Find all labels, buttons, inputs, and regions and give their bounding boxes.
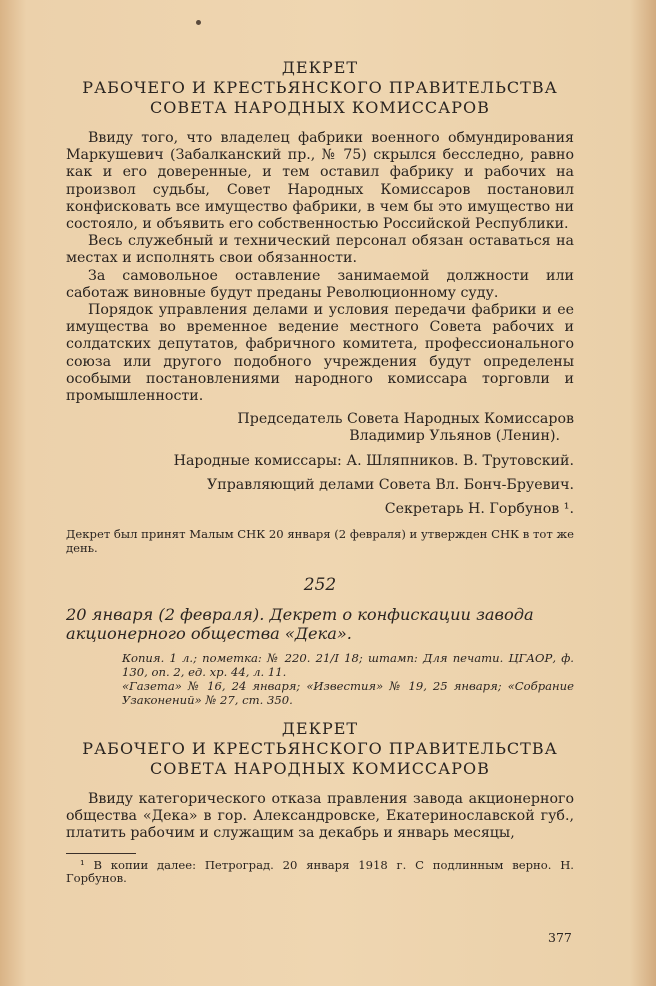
decree1-title-line: ДЕКРЕТ (281, 58, 359, 77)
document-number: 252 (303, 575, 337, 596)
decree1-note: Декрет был принят Малым СНК 20 января (2 февраля) и утвержден СНК в тот же день. (66, 527, 574, 555)
decree1-title (66, 58, 574, 118)
signature-line: Управляющий делами Совета Вл. Бонч-Бруевич. (206, 476, 574, 493)
decree1-title-line: СОВЕТА НАРОДНЫХ КОМИССАРОВ (150, 98, 490, 117)
signature-line: Владимир Ульянов (Ленин). (349, 428, 560, 445)
signature-line: Председатель Совета Народных Комиссаров (237, 411, 574, 428)
decree1-paragraph: Весь служебный и технический персонал обязан оставаться на местах и исполнять свои обязанности. (66, 233, 574, 267)
source-line: Копия. 1 л.; пометка: № 220. 21/I 18; штамп: Для печати. ЦГАОР, ф. 130, оп. 2, ед. хр. 44, л. 11. (122, 651, 574, 680)
footnote: ¹ В копии далее: Петроград. 20 января 1918 г. С подлинным верно. Н. Горбунов. (66, 857, 574, 886)
decree1-title-line: РАБОЧЕГО И КРЕСТЬЯНСКОГО ПРАВИТЕЛЬСТВА (82, 78, 558, 97)
decree2-title-line: ДЕКРЕТ (281, 719, 359, 739)
document-heading: 20 января (2 февраля). Декрет о конфискации завода акционерного общества «Дека». (66, 605, 534, 644)
page-number: 377 (548, 930, 572, 945)
decree2-title-line: СОВЕТА НАРОДНЫХ КОМИССАРОВ (150, 759, 490, 779)
decree1-paragraph: За самовольное оставление занимаемой должности или саботаж виновные будут преданы Революционному суду. (66, 267, 574, 301)
decree2-paragraph: Ввиду категорического отказа правления завода акционерного общества «Дека» в гор. Александровске, Екатеринославской губ., платить рабочим и служащим за декабрь и январь месяцы, (66, 791, 574, 842)
decree1-paragraph: Порядок управления делами и условия передачи фабрики и ее имущества во временное ведение местного Совета рабочих и солдатских депутатов, фабричного комитета, профессионального союза или другого подобного учреждения будут определены особыми постановлениями народного комиссара торговли и промышленности. (66, 302, 574, 405)
signature-line: Секретарь Н. Горбунов ¹. (384, 501, 574, 518)
signature-line: Народные комиссары: А. Шляпников. В. Трутовский. (173, 452, 574, 469)
print-speck (196, 20, 201, 25)
decree2-title-line: РАБОЧЕГО И КРЕСТЬЯНСКОГО ПРАВИТЕЛЬСТВА (82, 739, 558, 759)
decree2-title (66, 719, 574, 779)
source-line: «Газета» № 16, 24 января; «Известия» № 19, 25 января; «Собрание Узаконений» № 27, ст. 350. (122, 679, 574, 708)
decree1-paragraph: Ввиду того, что владелец фабрики военного обмундирования Маркушевич (Забалканский пр., № 75) скрылся бесследно, равно как и его доверенные, и тем оставил фабрику и рабочих на произвол судьбы, Совет Народных Комиссаров постановил конфисковать все имущество фабрики, в чем бы это имущество ни состояло, и объявить его собственностью Российской Республики. (66, 130, 574, 233)
